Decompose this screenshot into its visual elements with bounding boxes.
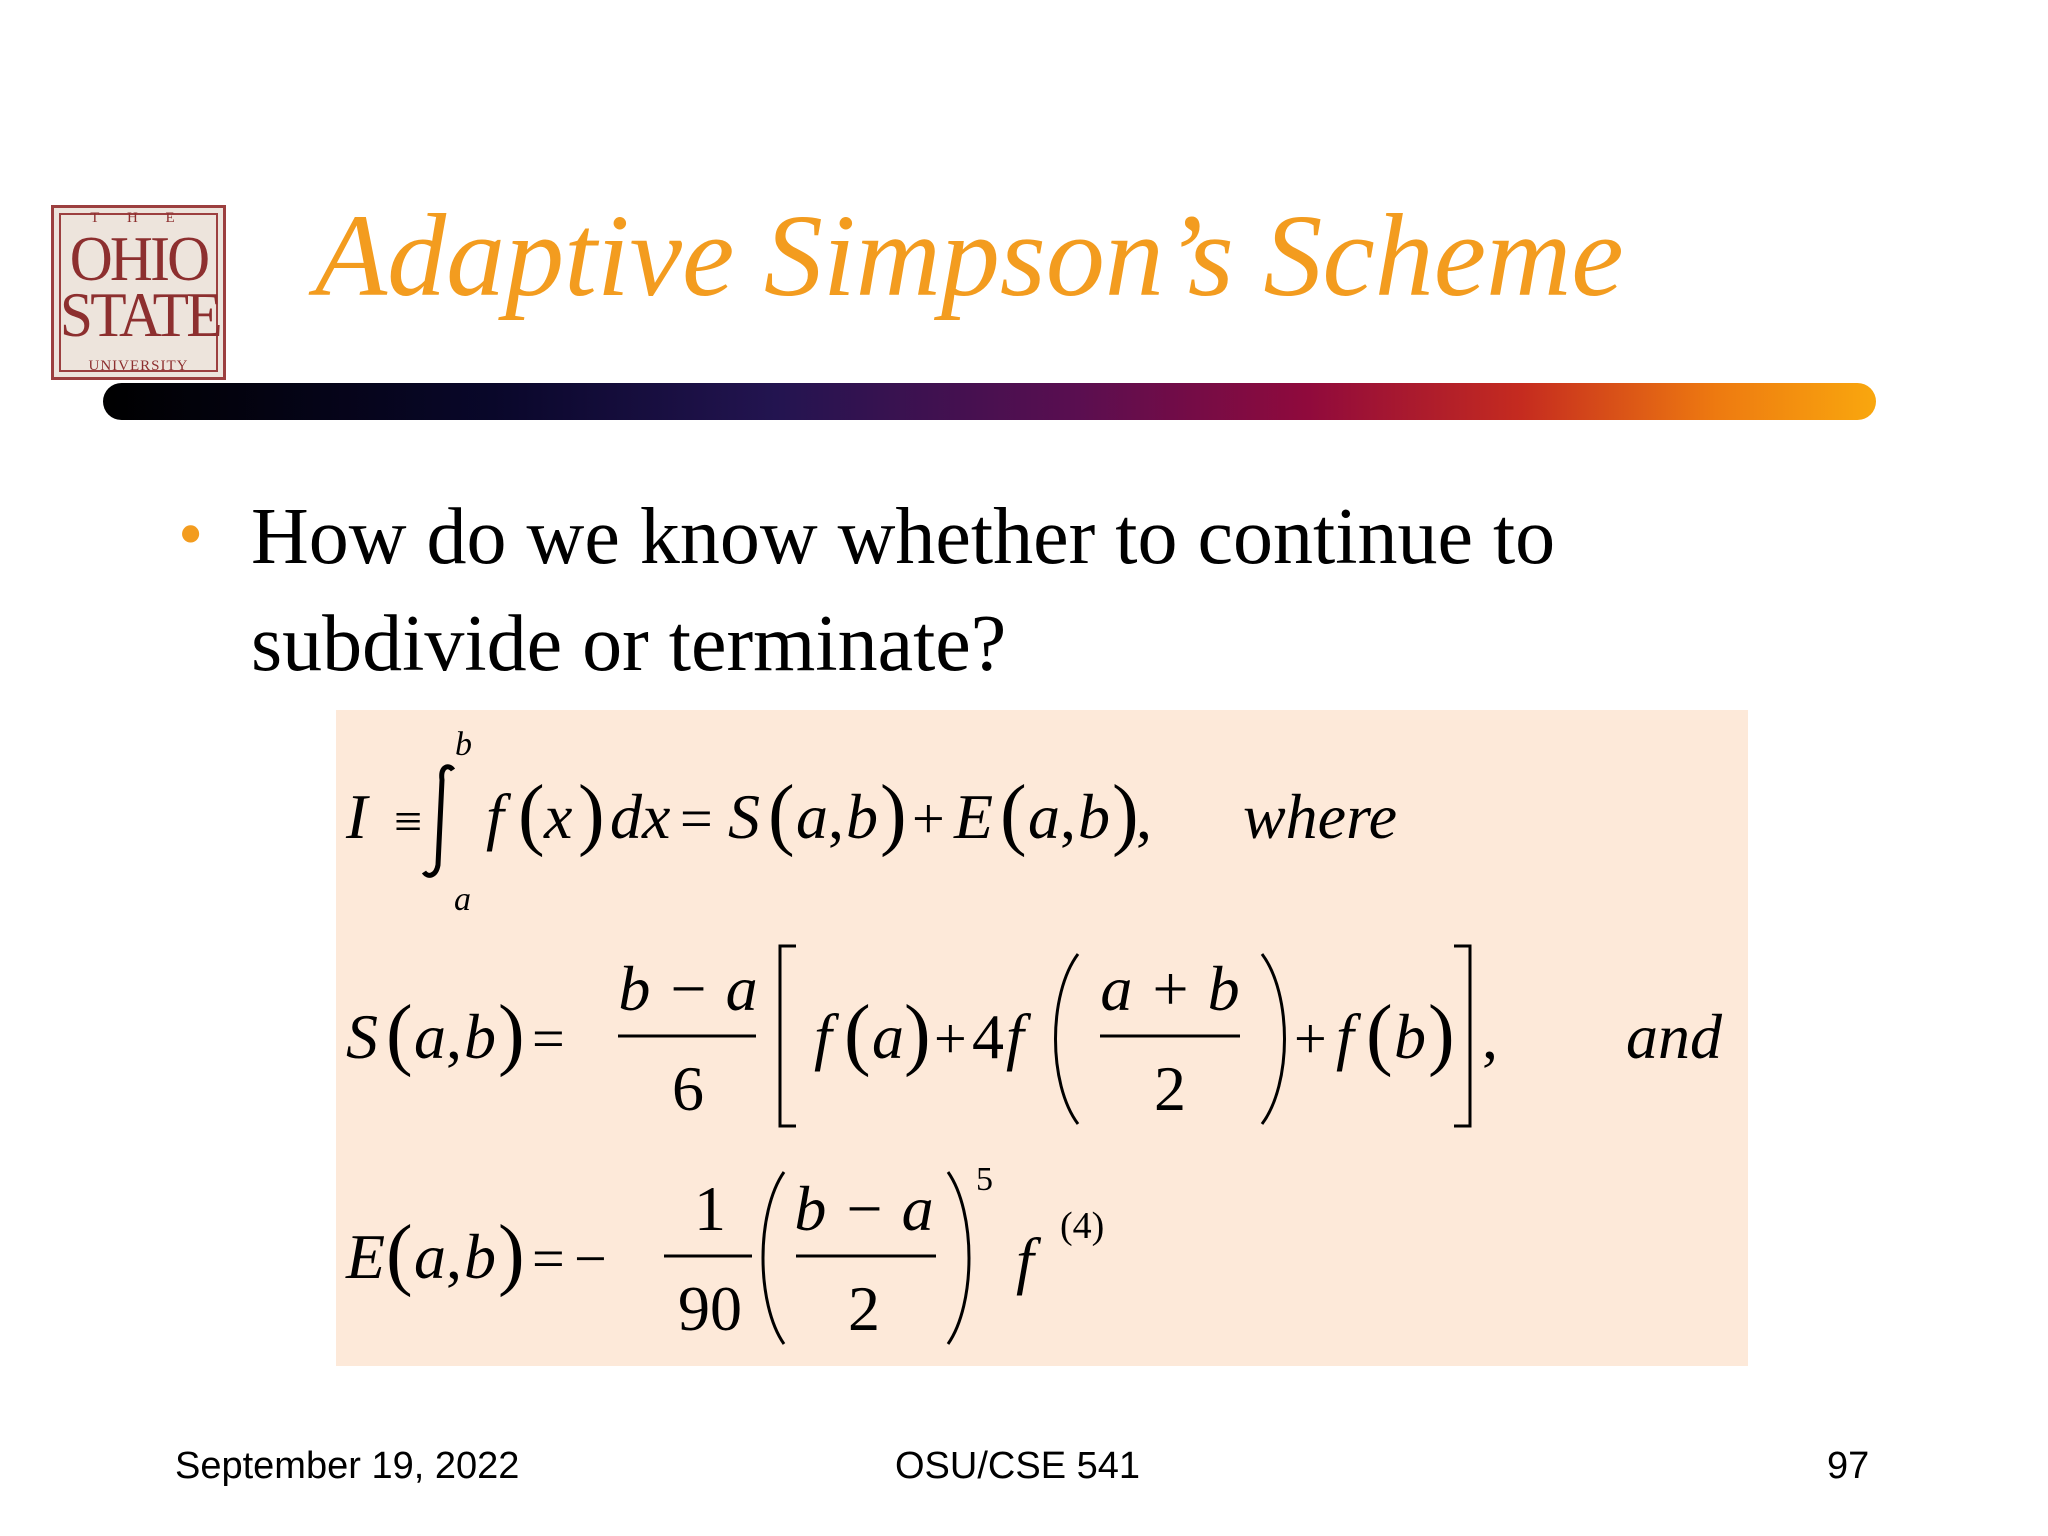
eq2-trailing-comma: , [1482,1001,1498,1072]
eq2-numerator: b − a [618,953,758,1024]
footer-date: September 19, 2022 [175,1445,520,1487]
formula-box [336,710,1748,1366]
eq2-denominator: 6 [672,1053,704,1124]
equation-integral [345,726,1397,918]
eq1-E-paren-open: ( [1000,770,1027,858]
eq2-f-b-close: ) [1428,990,1455,1078]
eq3-numerator: b − a [794,1173,934,1244]
eq1-lhs: I [346,781,368,852]
formula-svg [336,710,1748,1366]
bullet-text: How do we know whether to continue to subdivide or terminate? [251,493,1556,688]
logo-ohio-text: OHIO [69,223,208,294]
eq3-minus: − [574,1226,607,1291]
eq3-E: E [346,1221,386,1292]
eq2-comma: , [446,1001,462,1072]
eq1-S-paren-close: ) [880,770,907,858]
eq2-4f-f: f [1006,1001,1024,1072]
eq2-S: S [346,1001,378,1072]
eq2-bracket-close [1454,946,1470,1126]
eq1-plus: + [912,786,945,851]
eq3-exponent: 5 [976,1161,993,1198]
eq2-bracket-open [780,946,796,1126]
footer-page-number: 97 [1827,1445,1870,1487]
eq1-S-a: a [796,781,828,852]
eq1-lower-limit: a [454,881,471,918]
footer-course: OSU/CSE 541 [895,1445,1140,1487]
eq3-a: a [414,1221,446,1292]
eq1-E: E [954,781,994,852]
eq1-E-a: a [1028,781,1060,852]
eq2-f-a-open: ( [844,990,871,1078]
eq3-one: 1 [694,1173,726,1244]
ohio-state-logo [51,205,226,380]
eq1-upper-limit: b [455,726,472,763]
eq2-four: 4 [972,1001,1004,1072]
eq3-b: b [464,1221,496,1292]
equation-simpson [346,946,1723,1126]
eq1-E-b: b [1078,781,1110,852]
bullet-marker: • [178,494,204,574]
eq2-f-a-f: f [814,1001,832,1072]
eq3-comma: , [446,1221,462,1292]
eq1-paren-open: ( [518,770,545,858]
eq2-f-b-b: b [1394,1001,1426,1072]
eq2-half-numerator: a + b [1100,953,1240,1024]
eq3-paren-open: ( [386,1210,413,1298]
eq1-x: x [544,781,573,852]
eq3-equals: = [532,1226,565,1291]
eq1-paren-close: ) [578,770,605,858]
eq1-S-paren-open: ( [768,770,795,858]
eq2-and: and [1626,1001,1722,1072]
eq3-big-paren-close [948,1172,969,1344]
eq1-equiv: ≡ [394,793,423,849]
eq3-big-paren-open [763,1172,784,1344]
eq2-big-paren-close [1262,954,1285,1124]
title-gradient-bar [103,383,1876,420]
eq1-S-comma: , [828,781,844,852]
eq2-big-paren-open [1056,954,1079,1124]
eq2-f-a-close: ) [904,990,931,1078]
eq1-dx: dx [610,781,671,852]
eq2-equals: = [532,1006,565,1071]
integral-sign [424,767,453,876]
eq3-f: f [1016,1225,1034,1296]
eq3-paren-close: ) [498,1210,525,1298]
eq1-E-paren-close: ) [1112,770,1139,858]
eq1-S-b: b [846,781,878,852]
eq2-paren-open: ( [386,990,413,1078]
logo-the-text: T H E [90,210,187,226]
eq2-f-b-open: ( [1366,990,1393,1078]
eq2-plus-1: + [934,1006,967,1071]
eq2-b: b [464,1001,496,1072]
eq1-trailing-comma: , [1136,781,1152,852]
eq1-equals: = [680,786,713,851]
eq2-f-b-f: f [1336,1001,1354,1072]
eq2-plus-2: + [1294,1006,1327,1071]
eq2-half-denominator: 2 [1154,1053,1186,1124]
eq1-where: where [1242,781,1398,852]
slide-title: Adaptive Simpson’s Scheme [315,190,1624,321]
eq1-S: S [728,781,760,852]
eq3-derivative-order: (4) [1060,1205,1105,1247]
eq1-E-comma: , [1060,781,1076,852]
eq1-f: f [486,781,504,852]
logo-university-text: UNIVERSITY [88,358,189,374]
equation-error [345,1161,1104,1344]
eq2-a: a [414,1001,446,1072]
logo-state-text: STATE [59,279,220,350]
eq3-ninety: 90 [678,1273,742,1344]
eq2-paren-close: ) [498,990,525,1078]
eq3-denominator: 2 [848,1273,880,1344]
eq2-f-a-a: a [872,1001,904,1072]
